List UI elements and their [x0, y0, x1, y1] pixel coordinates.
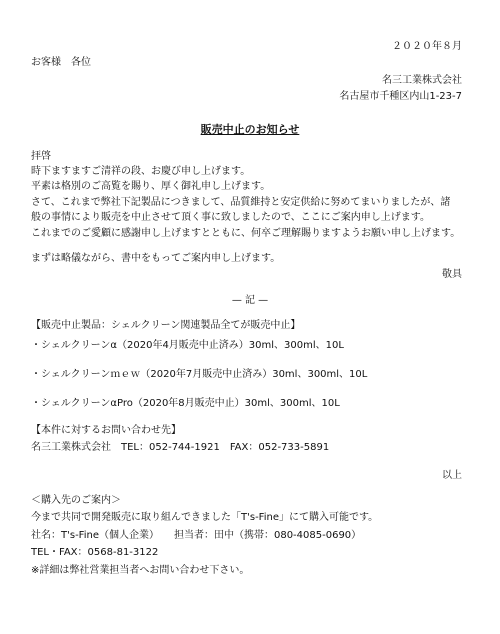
purchase-line: 今まで共同で開発販売に取り組んできました「T's-Fine」にて購入可能です。: [31, 512, 379, 523]
company-name: 名三工業株式会社: [382, 75, 462, 86]
body-line: 平素は格別のご高覧を賜り、厚く御礼申し上げます。: [31, 181, 271, 192]
document-title: 販売中止のお知らせ: [200, 123, 300, 136]
date: ２０２０年８月: [392, 41, 462, 52]
notice-mark: — 記 —: [231, 295, 269, 306]
product-item: ・シェルクリーンｍｅｗ（2020年7月販売中止済み）30ml、300ml、10L: [31, 369, 368, 380]
purchase-line: TEL・FAX：0568-81-3122: [31, 547, 159, 558]
contact-heading: 【本件に対するお問い合わせ先】: [31, 425, 181, 436]
closing-salutation: 敬具: [442, 269, 462, 280]
purchase-note: ※詳細は弊社営業担当者へお問い合わせ下さい。: [31, 565, 250, 576]
addressee: お客様 各位: [31, 57, 91, 68]
opening-salutation: 拝啓: [31, 151, 51, 162]
closing-line: まずは略儀ながら、書中をもってご案内申し上げます。: [31, 253, 281, 264]
body-line: 時下ますますご清祥の段、お慶び申し上げます。: [31, 166, 251, 177]
purchase-line: 社名：T's-Fine（個人企業） 担当者：田中（携帯：080-4085-0690）: [31, 530, 362, 541]
products-heading: 【販売中止製品：シェルクリーン関連製品全てが販売中止】: [31, 320, 301, 331]
body-line: これまでのご愛顧に感謝申し上げますとともに、何卒ご理解賜りますようお願い申し上げます。: [31, 228, 461, 239]
body-line: 般の事情により販売を中止させて頂く事に致しましたので、ここにご案内申し上げます。: [31, 212, 430, 223]
purchase-heading: ＜購入先のご案内＞: [31, 495, 121, 506]
product-item: ・シェルクリーンα（2020年4月販売中止済み）30ml、300ml、10L: [31, 340, 344, 351]
end-mark: 以上: [442, 470, 462, 481]
contact-line: 名三工業株式会社 TEL：052-744-1921 FAX：052-733-5891: [31, 442, 330, 453]
company-address: 名古屋市千種区内山1-23-7: [339, 91, 462, 102]
body-line: さて、これまで弊社下記製品につきまして、品質維持と安定供給に努めてまいりましたが、諸: [31, 197, 451, 208]
product-item: ・シェルクリーンαPro（2020年8月販売中止）30ml、300ml、10L: [31, 398, 340, 409]
